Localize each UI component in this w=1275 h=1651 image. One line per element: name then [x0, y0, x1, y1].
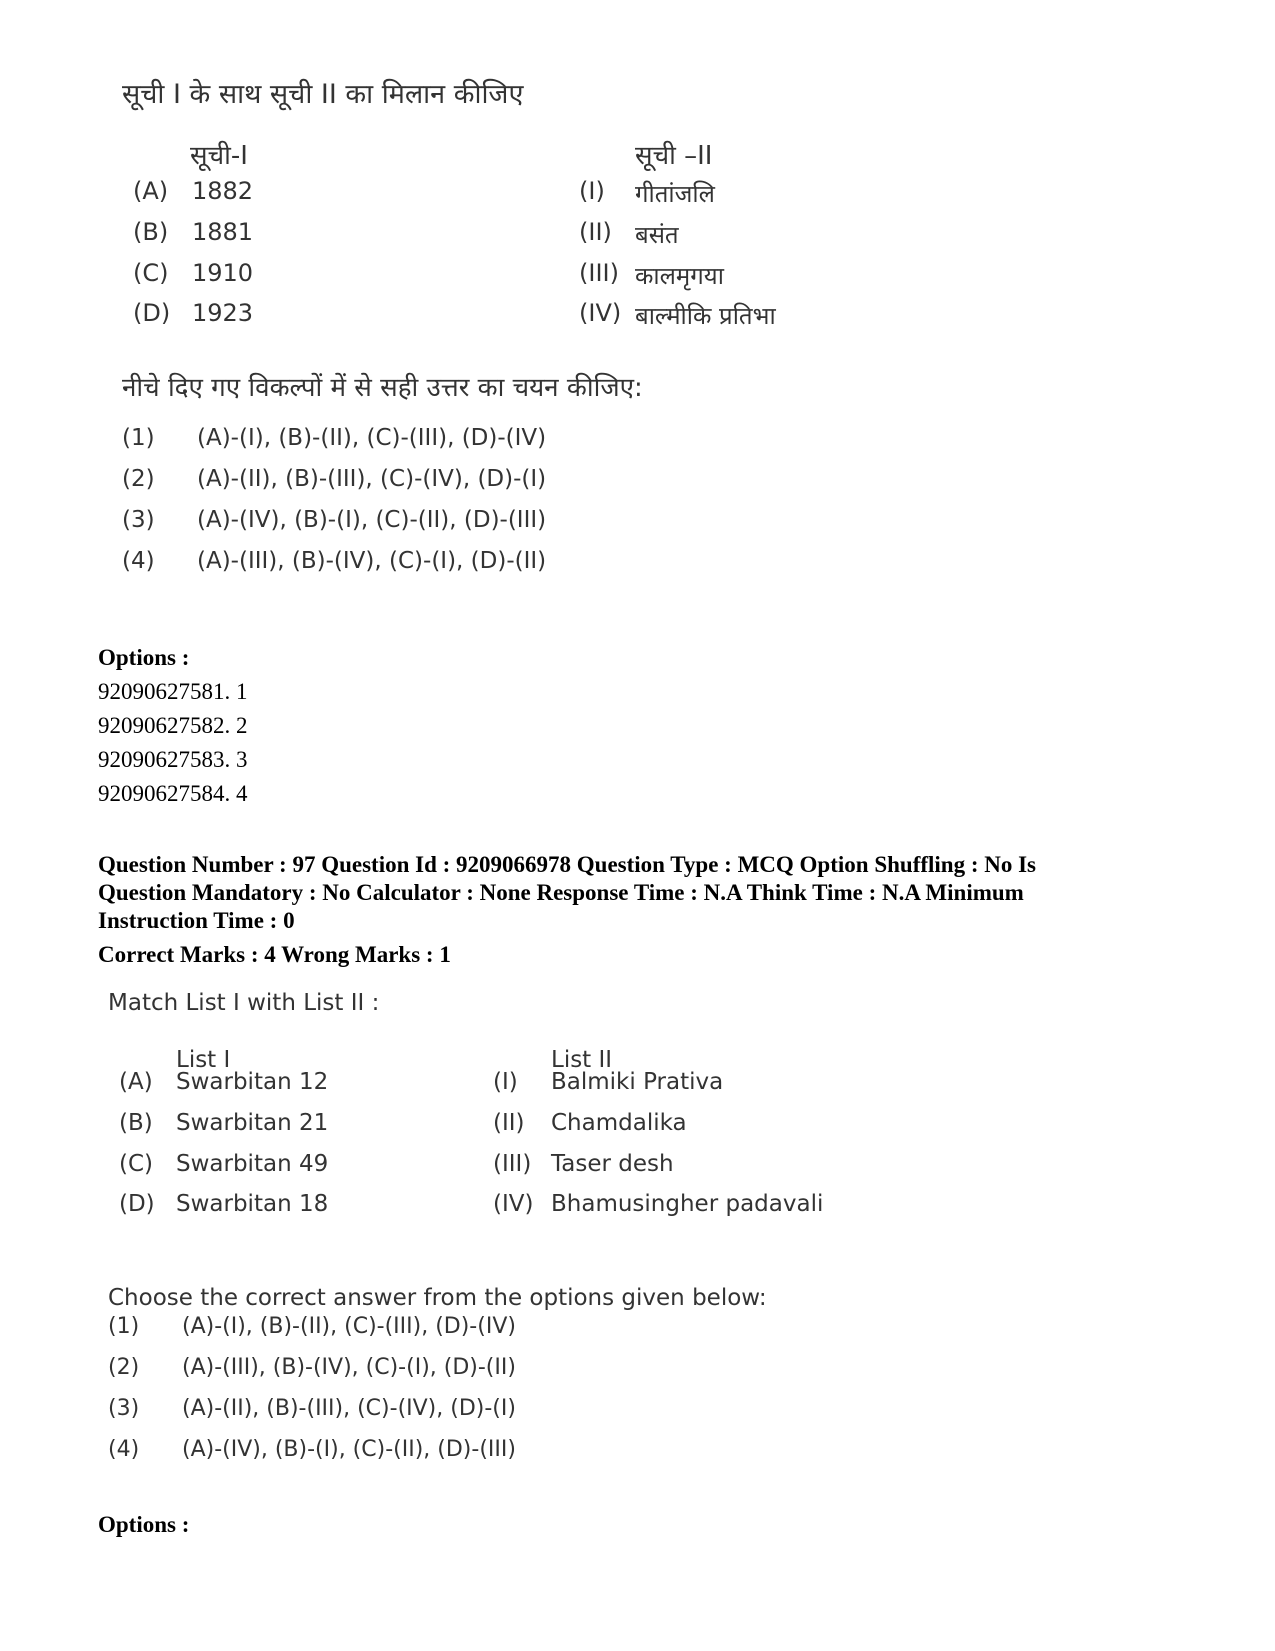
q97-answer-num: (2): [108, 1355, 140, 1380]
q97-meta-line: Question Mandatory : No Calculator : None Response Time : N.A Think Time : N.A Minimum: [98, 880, 1024, 905]
q97-list2-header: List II: [551, 1047, 613, 1073]
q97-match-row: [0, 1069, 1275, 1109]
q96-answer-num: (1): [122, 425, 155, 451]
q97-meta-line: Instruction Time : 0: [98, 908, 295, 933]
q96-option-id: 92090627582. 2: [98, 713, 248, 738]
q96-match-row: [0, 259, 1275, 299]
q96-answer-text: (A)-(I), (B)-(II), (C)-(III), (D)-(IV): [197, 425, 547, 451]
q97-answer-num: (3): [108, 1396, 140, 1421]
q97-match-row: [0, 1191, 1275, 1231]
q96-row-list2-item: बाल्मीकि प्रतिभा: [635, 302, 776, 330]
q97-answer-option: [0, 1355, 1275, 1395]
q96-option-id: 92090627584. 4: [98, 781, 248, 806]
q97-row-list2-item: Bhamusingher padavali: [551, 1191, 824, 1217]
q96-row-list2-item: कालमृगया: [635, 262, 724, 290]
q97-answer-option: [0, 1396, 1275, 1436]
q96-row-list2-item: बसंत: [635, 221, 679, 249]
q97-match-row: [0, 1110, 1275, 1150]
q97-answer-text: (A)-(I), (B)-(II), (C)-(III), (D)-(IV): [182, 1314, 516, 1339]
q97-row-list2-item: Taser desh: [551, 1151, 674, 1177]
q96-row-label: (D): [133, 299, 171, 327]
q96-match-row: [0, 299, 1275, 339]
q97-answer-num: (4): [108, 1437, 140, 1462]
q96-answer-num: (2): [122, 466, 155, 492]
q96-option-id: 92090627581. 1: [98, 679, 248, 704]
q97-row-list1-item: Swarbitan 18: [176, 1191, 329, 1217]
q96-answer-text: (A)-(II), (B)-(III), (C)-(IV), (D)-(I): [197, 466, 547, 492]
q97-answer-num: (1): [108, 1314, 140, 1339]
q96-option-id: 92090627583. 3: [98, 747, 248, 772]
q96-row-roman: (I): [579, 177, 605, 205]
q97-row-label: (C): [119, 1151, 154, 1177]
q96-answer-option: [0, 425, 1275, 465]
q96-list2-header: सूची –II: [635, 141, 713, 171]
q97-match-row: [0, 1151, 1275, 1191]
q97-row-label: (A): [119, 1069, 153, 1095]
q97-meta-line: Question Number : 97 Question Id : 9209066978 Question Type : MCQ Option Shuffling : No Is: [98, 852, 1037, 877]
q96-row-list1-item: 1882: [192, 177, 254, 205]
q96-row-label: (A): [133, 177, 169, 205]
q97-answer-text: (A)-(II), (B)-(III), (C)-(IV), (D)-(I): [182, 1396, 516, 1421]
q96-answer-num: (4): [122, 548, 155, 574]
q97-row-roman: (III): [493, 1151, 532, 1177]
q96-row-list1-item: 1910: [192, 259, 254, 287]
q97-list1-header: List I: [176, 1047, 231, 1073]
q97-marks: Correct Marks : 4 Wrong Marks : 1: [98, 942, 451, 967]
q97-row-label: (B): [119, 1110, 153, 1136]
q97-row-label: (D): [119, 1191, 155, 1217]
q96-row-label: (C): [133, 259, 169, 287]
q96-choose-text: नीचे दिए गए विकल्पों में से सही उत्तर का चयन कीजिए:: [122, 373, 643, 403]
q97-choose-text: Choose the correct answer from the options given below:: [108, 1285, 767, 1311]
q96-match-row: [0, 177, 1275, 217]
q96-row-list1-item: 1923: [192, 299, 254, 327]
q97-options-heading: Options :: [98, 1512, 190, 1537]
q96-row-list2-item: गीतांजलि: [635, 180, 715, 208]
q97-row-list2-item: Balmiki Prativa: [551, 1069, 724, 1095]
q97-row-roman: (I): [493, 1069, 518, 1095]
q96-answer-text: (A)-(IV), (B)-(I), (C)-(II), (D)-(III): [197, 507, 547, 533]
q96-match-row: [0, 218, 1275, 258]
q96-row-roman: (III): [579, 259, 619, 287]
q96-answer-option: [0, 507, 1275, 547]
q96-options-heading: Options :: [98, 645, 190, 670]
q96-answer-option: [0, 466, 1275, 506]
q97-answer-option: [0, 1314, 1275, 1354]
q96-answer-text: (A)-(III), (B)-(IV), (C)-(I), (D)-(II): [197, 548, 547, 574]
q97-answer-text: (A)-(IV), (B)-(I), (C)-(II), (D)-(III): [182, 1437, 516, 1462]
q97-answer-option: [0, 1437, 1275, 1477]
q96-row-roman: (II): [579, 218, 612, 246]
q96-list1-header: सूची-I: [190, 141, 248, 171]
q97-row-list1-item: Swarbitan 49: [176, 1151, 329, 1177]
q97-row-list1-item: Swarbitan 21: [176, 1110, 329, 1136]
q96-row-list1-item: 1881: [192, 218, 254, 246]
q96-answer-num: (3): [122, 507, 155, 533]
q96-instruction: सूची I के साथ सूची II का मिलान कीजिए: [122, 79, 524, 110]
q97-answer-text: (A)-(III), (B)-(IV), (C)-(I), (D)-(II): [182, 1355, 516, 1380]
q96-answer-option: [0, 548, 1275, 588]
q96-row-label: (B): [133, 218, 169, 246]
q97-row-roman: (IV): [493, 1191, 534, 1217]
q97-instruction: Match List I with List II :: [108, 990, 380, 1016]
q96-row-roman: (IV): [579, 299, 622, 327]
q97-row-list2-item: Chamdalika: [551, 1110, 687, 1136]
q97-row-list1-item: Swarbitan 12: [176, 1069, 329, 1095]
q97-row-roman: (II): [493, 1110, 525, 1136]
